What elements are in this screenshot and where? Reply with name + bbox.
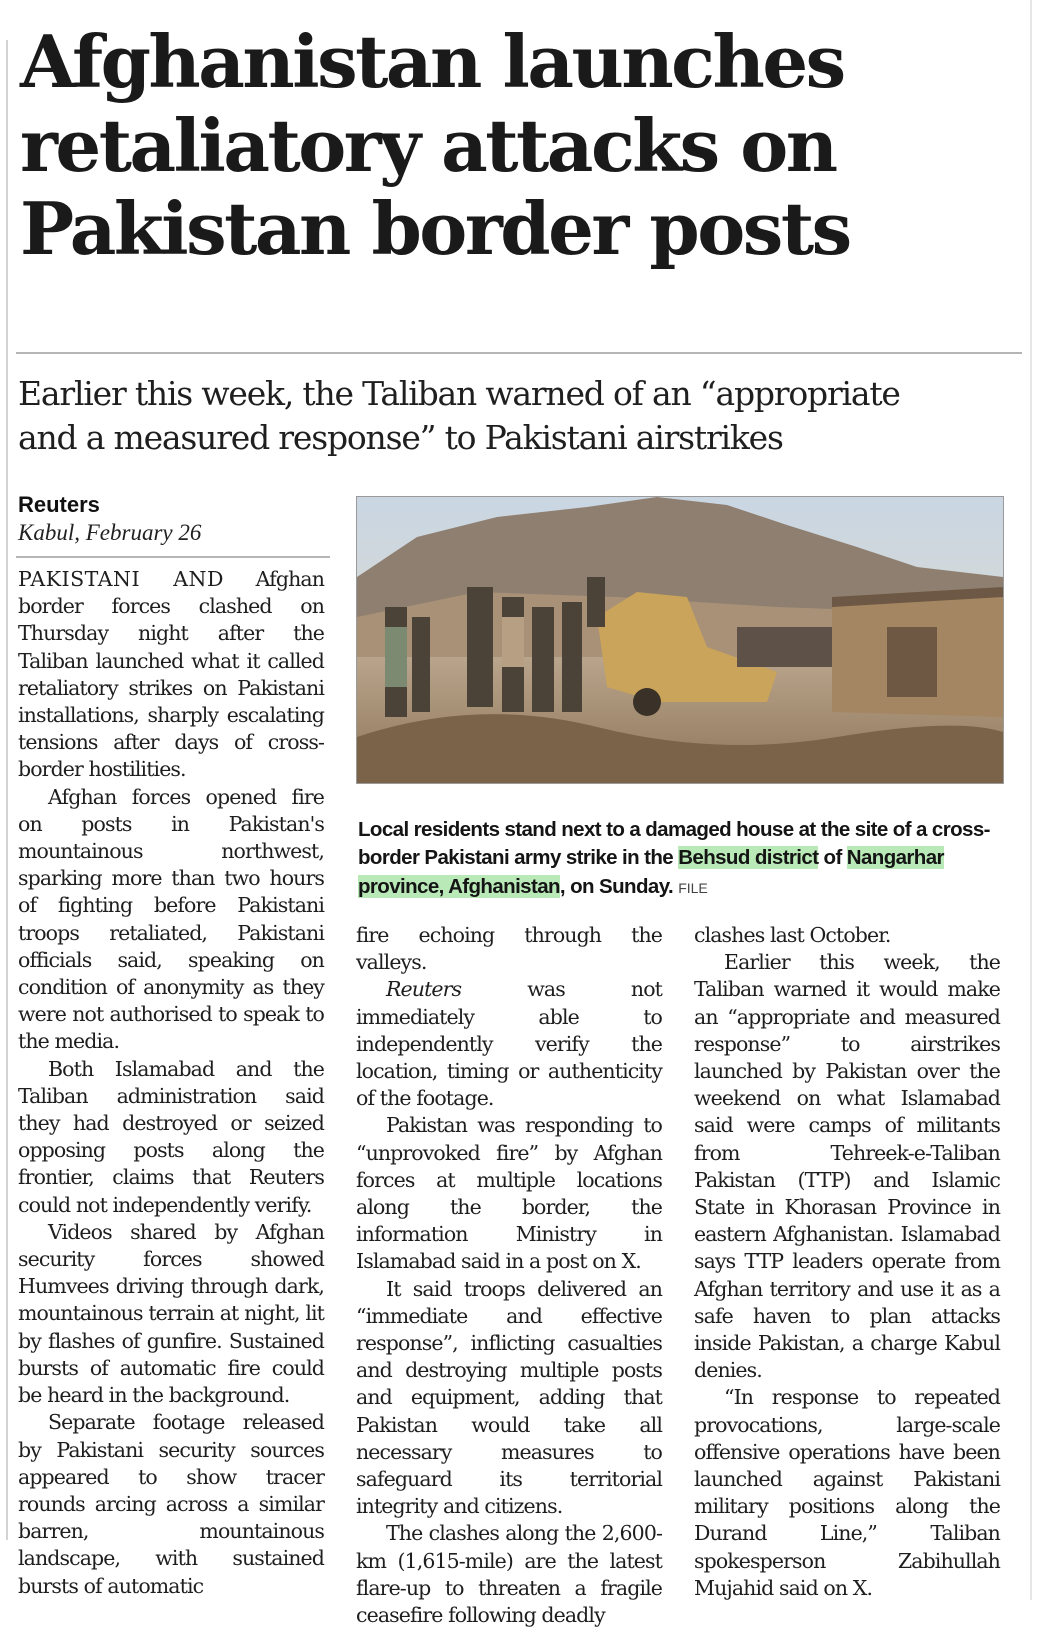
paragraph-text: Afghan border forces clashed on Thursday night after the Taliban launched what it called retaliatory strikes on Pakistani installations, sharply escalating tensions after days of cross-border hostilities. [18, 567, 325, 782]
body-paragraph: Both Islamabad and the Taliban administration said they had destroyed or seized opposing posts along the frontier, claims that Reuters could not independently verify. [18, 1056, 324, 1217]
headline-line-3: Pakistan border posts [20, 186, 850, 272]
page-edge-rule [6, 40, 8, 1540]
body-paragraph: The clashes along the 2,600-km (1,615-mile) are the latest flare-up to threaten a fragile ceasefire following deadly [356, 1521, 662, 1628]
publication-name: Reuters [386, 977, 462, 1002]
headline-divider [16, 352, 1022, 354]
caption-text: Local residents stand next to a damaged house at the site of a cross-border Pakistani army strike in the [358, 818, 990, 870]
body-paragraph [18, 566, 324, 784]
paragraph-text: was not immediately able to independently verify the location, timing or authenticity of the footage. [356, 977, 662, 1111]
byline [18, 492, 328, 546]
photo-caption [358, 816, 1018, 901]
body-paragraph: Afghan forces opened fire on posts in Pakistan's mountainous northwest, sparking more than two hours of fighting before Pakistani troops retaliated, Pakistani officials said, speaking on condition of anonymity as they were not authorised to speak to the media. [18, 784, 324, 1054]
body-paragraph: Videos shared by Afghan security forces showed Humvees driving through dark, mountainous terrain at night, lit by flashes of gunfire. Sustained bursts of automatic fire could be heard in the background. [18, 1219, 324, 1408]
news-photo [356, 496, 1004, 784]
caption-highlight-province: Nangarhar province, Afghanistan [358, 846, 944, 898]
body-column-3 [694, 922, 1000, 1602]
deck-line-2: and a measured response” to Pakistani airstrikes [18, 417, 783, 457]
body-paragraph-continued: fire echoing through the valleys. [356, 923, 662, 975]
caption-highlight-district: Behsud district [678, 846, 819, 870]
byline-dateline: Kabul, February 26 [18, 520, 202, 545]
photo-excavator-wheel [633, 688, 661, 716]
body-paragraph: Earlier this week, the Taliban warned it would make an “appropriate and measured response” to airstrikes launched by Pakistan over the weekend on what Islamabad said were camps of militants from Tehreek-e-Taliban Pakistan (TTP) and Islamic State in Khorasan Province in eastern Afghanistan. Islamabad says TTP leaders operate from Afghan territory and use it as a safe haven to plan attacks inside Pakistan, a charge Kabul denies. [694, 950, 1000, 1383]
caption-text: , on Sunday. [559, 874, 674, 898]
body-column-2 [356, 922, 662, 1629]
lead-in-caps: PAKISTANI AND [18, 567, 224, 591]
body-paragraph [356, 976, 662, 1112]
caption-text: of [818, 846, 847, 870]
body-paragraph-continued: clashes last October. [694, 923, 891, 947]
body-paragraph: “In response to repeated provocations, large-scale offensive operations have been launched against Pakistani military positions along the Durand Line,” Taliban spokesperson Zabihullah Mujahid said on X. [694, 1385, 1000, 1600]
body-paragraph: It said troops delivered an “immediate and effective response”, inflicting casualties and destroying multiple posts and equipment, adding that Pakistan would take all necessary measures to safeguard its territorial integrity and citizens. [356, 1276, 662, 1519]
byline-agency: Reuters [18, 492, 100, 517]
deck-line-1: Earlier this week, the Taliban warned of an “appropriate [18, 374, 900, 413]
headline [20, 20, 1020, 271]
body-paragraph: Pakistan was responding to “unprovoked fire” by Afghan forces at multiple locations along the border, the information Ministry in Islamabad said in a post on X. [356, 1113, 662, 1274]
deck-subheadline [18, 372, 1018, 459]
body-column-1 [18, 566, 324, 1600]
headline-line-1: Afghanistan launches [20, 19, 844, 104]
headline-line-2: retaliatory attacks on [20, 102, 836, 188]
photo-illustration [357, 497, 1003, 783]
photo-credit: FILE [678, 879, 708, 896]
byline-divider [16, 556, 330, 558]
page-edge-rule-right [1030, 0, 1032, 1600]
body-paragraph: Separate footage released by Pakistani security sources appeared to show tracer rounds arcing across a similar barren, mountainous landscape, with sustained bursts of automatic [18, 1410, 324, 1598]
